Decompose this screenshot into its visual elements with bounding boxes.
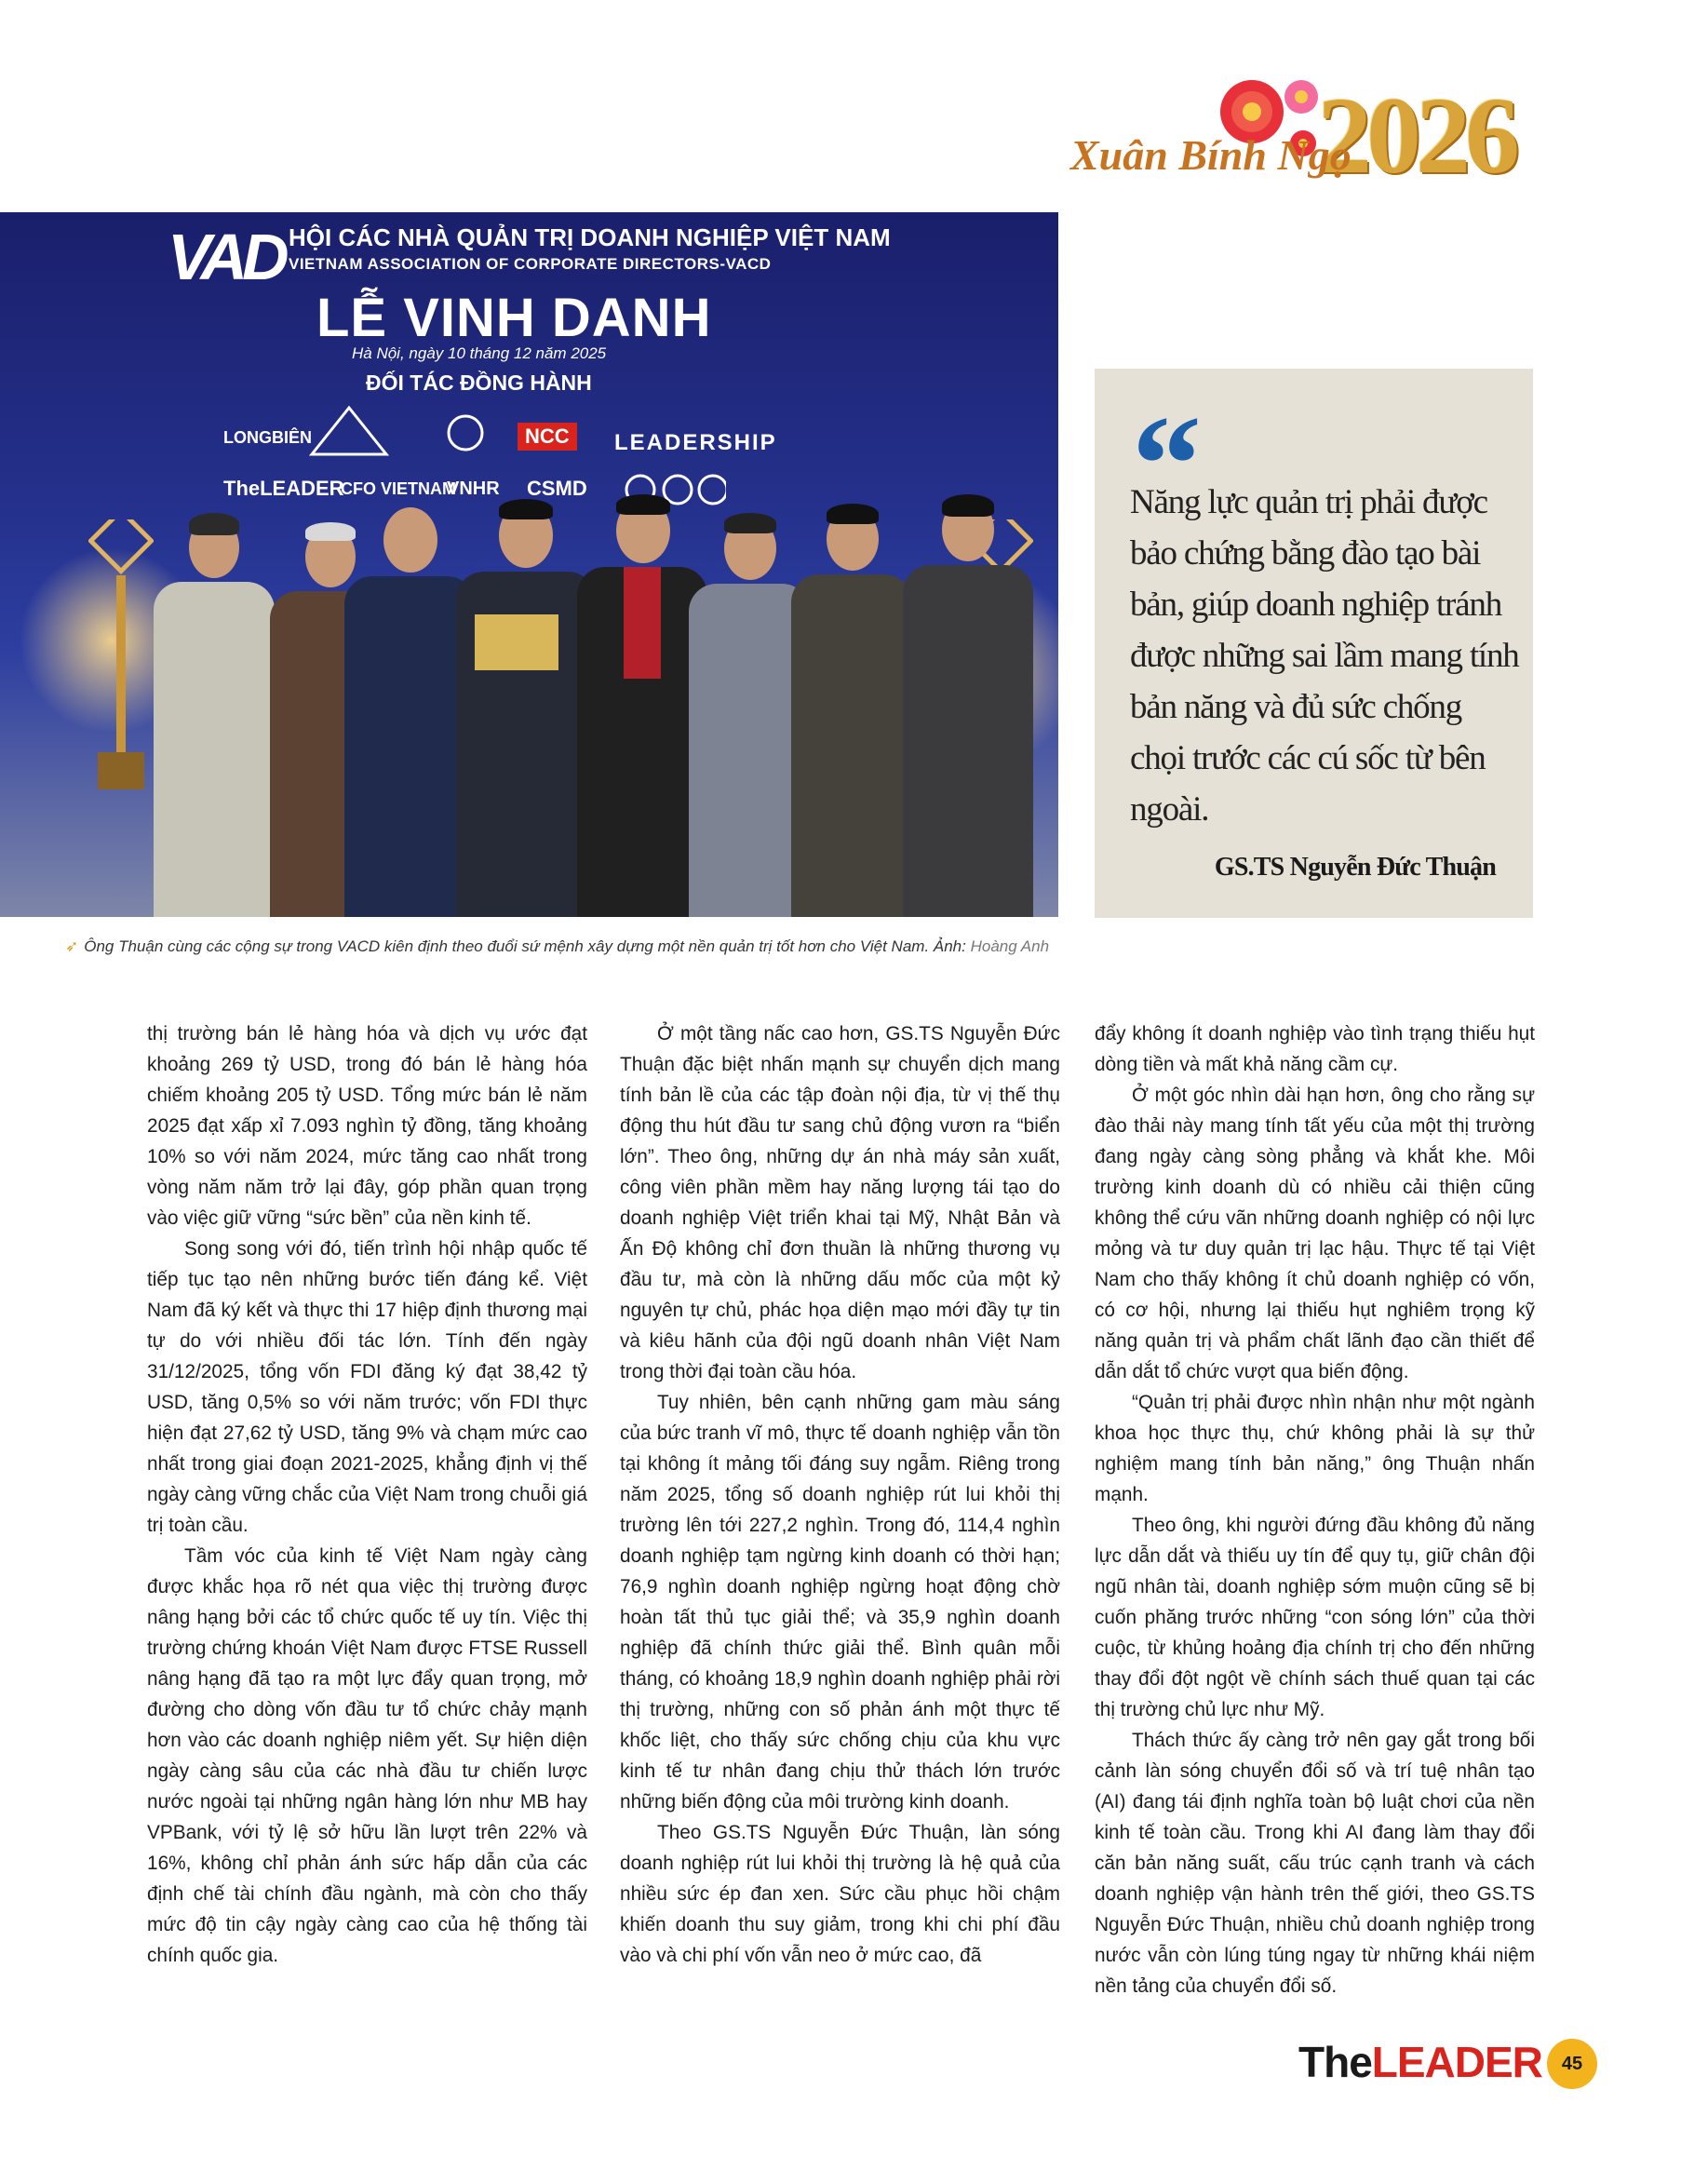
paragraph: Song song với đó, tiến trình hội nhập quốc tế tiếp tục tạo nên những bước tiến đáng kể. Việt Nam đã ký kết và thực thi 17 hiệp định thương mại tự do với nhiều đối tác lớn. Tính đến ngày 31/12/2025, tổng vốn FDI đăng ký đạt 38,42 tỷ USD, tăng 0,5% so với năm trước; vốn FDI thực hiện đạt 27,62 tỷ USD, tăng 9% và chạm mức cao nhất trong giai đoạn 2021-2025, khẳng định vị thế ngày càng vững chắc của Việt Nam trong chuỗi giá trị toàn cầu. bbox=[147, 1238, 587, 1536]
logo-leader: LEADER bbox=[1371, 2038, 1542, 2086]
trophy-icon bbox=[88, 519, 154, 799]
sponsor-logo: CSMD bbox=[527, 477, 587, 500]
caption-text: Ông Thuận cùng các cộng sự trong VACD kiên định theo đuổi sứ mệnh xây dựng một nền quản trị tốt hơn cho Việt Nam. Ảnh: bbox=[84, 937, 966, 955]
magazine-logo bbox=[1298, 2037, 1542, 2087]
architecture-logo-icon bbox=[307, 403, 391, 459]
person-figure bbox=[344, 507, 475, 917]
paragraph: “Quản trị phải được nhìn nhận như một ngành khoa học thực thụ, chứ không phải là sự thử nghiệm mang tính bản năng,” ông Thuận nhấn mạnh. bbox=[1095, 1392, 1535, 1505]
caption-arrow-icon: ➶ bbox=[65, 937, 79, 955]
paragraph: Tầm vóc của kinh tế Việt Nam ngày càng được khắc họa rõ nét qua việc thị trường được nâng hạng bởi các tổ chức quốc tế uy tín. Việc thị trường chứng khoán Việt Nam được FTSE Russell nâng hạng đã tạo ra một lực đẩy quan trọng, mở đường cho dòng vốn đầu tư tổ chức chảy mạnh hơn vào các doanh nghiệp niêm yết. Sự hiện diện ngày càng sâu của các nhà đầu tư chiến lược nước ngoài tại những ngân hàng lớn như MB hay VPBank, với tỷ lệ sở hữu lần lượt trên 22% và 16%, không chỉ phản ánh sức hấp dẫn của các định chế tài chính đầu ngành, mà còn cho thấy mức độ tin cậy ngày càng cao của hệ thống tài chính quốc gia. bbox=[147, 1545, 587, 1966]
event-title: LỄ VINH DANH bbox=[316, 288, 712, 348]
header-year: 2026 bbox=[1317, 74, 1514, 196]
paragraph: Tuy nhiên, bên cạnh những gam màu sáng của bức tranh vĩ mô, thực tế doanh nghiệp vẫn tồn tại không ít mảng tối đáng suy ngẫm. Riêng trong năm 2025, tổng số doanh nghiệp rút lui khỏi thị trường lên tới 227,2 nghìn. Trong đó, 114,4 nghìn doanh nghiệp tạm ngừng kinh doanh có thời hạn; 76,9 nghìn doanh nghiệp ngừng hoạt động chờ hoàn tất thủ tục giải thể; và 35,9 nghìn doanh nghiệp đã chính thức giải thể. Bình quân mỗi tháng, có khoảng 18,9 nghìn doanh nghiệp phải rời thị trường, những con số phản ánh một thực tế khốc liệt, cho thấy sức chống chịu của khu vực kinh tế tư nhân đang chịu thử thách lớn trước những biến động của môi trường kinh doanh. bbox=[620, 1392, 1060, 1813]
person-figure bbox=[903, 498, 1033, 917]
person-figure bbox=[154, 517, 275, 917]
event-date: Hà Nội, ngày 10 tháng 12 năm 2025 bbox=[352, 344, 607, 362]
person-figure bbox=[791, 507, 912, 917]
org-name-vi: HỘI CÁC NHÀ QUẢN TRỊ DOANH NGHIỆP VIỆT NAM bbox=[289, 223, 891, 251]
paragraph: Thách thức ấy càng trở nên gay gắt trong bối cảnh làn sóng chuyển đổi số và trí tuệ nhân tạo (AI) đang tái định nghĩa toàn bộ luật chơi của nền kinh tế toàn cầu. Trong khi AI đang làm thay đổi căn bản năng suất, cấu trúc cạnh tranh và cách doanh nghiệp vận hành trên thế giới, theo GS.TS Nguyễn Đức Thuận, nhiều chủ doanh nghiệp trong nước vẫn còn lúng túng ngay từ những khái niệm nền tảng của chuyển đổi số. bbox=[1095, 1730, 1535, 1997]
paragraph: đẩy không ít doanh nghiệp vào tình trạng thiếu hụt dòng tiền và mất khả năng cầm cự. bbox=[1095, 1023, 1535, 1075]
paragraph: Ở một tầng nấc cao hơn, GS.TS Nguyễn Đức Thuận đặc biệt nhấn mạnh sự chuyển dịch mang tính bản lề của các tập đoàn nội địa, từ vị thế thụ động thu hút đầu tư sang chủ động vươn ra “biển lớn”. Theo ông, những dự án nhà máy sản xuất, công viên phần mềm hay năng lượng tái tạo do doanh nghiệp Việt triển khai tại Mỹ, Nhật Bản và Ấn Độ không chỉ đơn thuần là những thương vụ đầu tư, mà còn là những dấu mốc của một kỷ nguyên tự chủ, phác họa diện mạo mới đầy tự tin và kiêu hãnh của đội ngũ doanh nhân Việt Nam trong thời đại toàn cầu hóa. bbox=[620, 1023, 1060, 1382]
concetti-logo-icon bbox=[437, 412, 493, 459]
sponsor-logo: CFO VIETNAM bbox=[341, 479, 456, 498]
person-figure bbox=[577, 498, 707, 917]
article-column-1 bbox=[147, 1018, 587, 1971]
header-season-label: Xuân Bính Ngọ bbox=[1070, 131, 1352, 179]
org-name-en: VIETNAM ASSOCIATION OF CORPORATE DIRECTORS-VACD bbox=[289, 255, 772, 273]
page-number: 45 bbox=[1547, 2039, 1597, 2089]
event-photo bbox=[0, 212, 1058, 917]
paragraph: thị trường bán lẻ hàng hóa và dịch vụ ước đạt khoảng 269 tỷ USD, trong đó bán lẻ hàng hóa chiếm khoảng 205 tỷ USD. Tổng mức bán lẻ năm 2025 đạt xấp xỉ 7.093 nghìn tỷ đồng, tăng khoảng 10% so với năm 2024, mức tăng cao nhất trong vòng năm năm trở lại đây, góp phần quan trọng vào việc giữ vững “sức bền” của nền kinh tế. bbox=[147, 1023, 587, 1229]
quote-author: GS.TS Nguyễn Đức Thuận bbox=[1214, 853, 1496, 882]
paragraph: Ở một góc nhìn dài hạn hơn, ông cho rằng sự đào thải này mang tính tất yếu của một thị trường đang ngày càng sòng phẳng và khắt khe. Môi trường kinh doanh dù có nhiều cải thiện cũng không thể cứu vãn những doanh nghiệp có nội lực mỏng và tư duy quản trị lạc hậu. Thực tế tại Việt Nam cho thấy không ít chủ doanh nghiệp có vốn, có cơ hội, nhưng lại thiếu hụt nghiêm trọng kỹ năng quản trị và phẩm chất lãnh đạo cần thiết để dẫn dắt tổ chức vượt qua biến động. bbox=[1095, 1085, 1535, 1382]
logo-the: The bbox=[1298, 2038, 1372, 2086]
person-figure bbox=[456, 503, 596, 917]
org-logo: VAD bbox=[168, 221, 284, 293]
sponsor-logo: TheLEADER bbox=[223, 477, 344, 500]
caption-credit: Hoàng Anh bbox=[970, 937, 1050, 955]
sponsor-logo: LEADERSHIP bbox=[614, 430, 777, 455]
article-column-2 bbox=[620, 1018, 1060, 1971]
article-column-3 bbox=[1095, 1018, 1535, 2002]
sponsor-logo: VNHR bbox=[447, 478, 500, 499]
photo-caption bbox=[65, 937, 1049, 956]
quote-mark-icon: “ bbox=[1132, 387, 1202, 542]
paragraph: Theo ông, khi người đứng đầu không đủ năng lực dẫn dắt và thiếu uy tín để quy tụ, giữ chân đội ngũ nhân tài, doanh nghiệp sớm muộn cũng sẽ bị cuốn phăng trước những “con sóng lớn” của thời cuộc, từ khủng hoảng địa chính trị cho đến những thay đổi đột ngột về chính sách thuế quan tại các thị trường chủ lực như Mỹ. bbox=[1095, 1515, 1535, 1720]
event-subtitle: ĐỐI TÁC ĐỒNG HÀNH bbox=[366, 371, 592, 395]
sponsor-logo: NCC bbox=[518, 423, 577, 451]
quote-text: Năng lực quản trị phải được bảo chứng bằng đào tạo bài bản, giúp doanh nghiệp tránh được những sai lầm mang tính bản năng và đủ sức chống chọi trước các cú sốc từ bên ngoài. bbox=[1130, 483, 1519, 829]
pull-quote bbox=[1095, 369, 1533, 918]
sponsor-logo: LONGBIÊN bbox=[223, 428, 313, 447]
paragraph: Theo GS.TS Nguyễn Đức Thuận, làn sóng doanh nghiệp rút lui khỏi thị trường là hệ quả của nhiều sức ép đan xen. Sức cầu phục hồi chậm khiến doanh thu suy giảm, trong khi chi phí đầu vào và chi phí vốn vẫn neo ở mức cao, đã bbox=[620, 1822, 1060, 1966]
